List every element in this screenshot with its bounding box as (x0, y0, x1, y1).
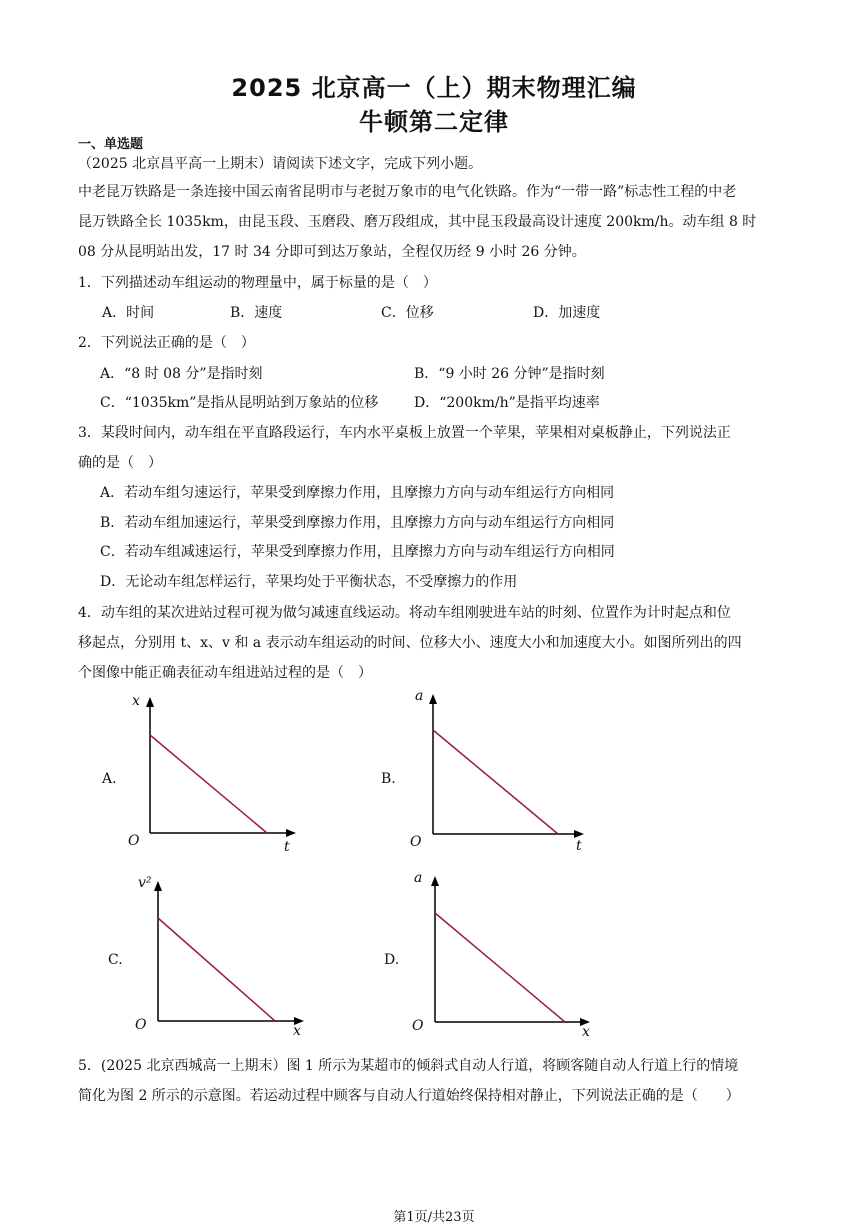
question-1-stem: 1．下列描述动车组运动的物理量中，属于标量的是（ ） (78, 275, 437, 291)
document-subtitle: 牛顿第二定律 (359, 108, 509, 136)
q3-option-c: C．若动车组减速运行，苹果受到摩擦力作用，且摩擦力方向与动车组运行方向相同 (100, 544, 615, 560)
graph-c-plot (133, 875, 313, 1045)
question-3-stem: 3．某段时间内，动车组在平直路段运行，车内水平桌板上放置一个苹果，苹果相对桌板静止，下列说法正 (78, 425, 731, 441)
question-2-stem: 2．下列说法正确的是（ ） (78, 335, 255, 351)
graph-d-x-label: x (582, 1024, 590, 1040)
question-3-stem: 确的是（ ） (78, 455, 162, 471)
q3-option-a: A．若动车组匀速运行，苹果受到摩擦力作用，且摩擦力方向与动车组运行方向相同 (100, 485, 615, 501)
graph-b (408, 688, 593, 863)
graph-a-plot (125, 693, 305, 863)
graph-c-x-label: x (293, 1023, 301, 1039)
graph-b-x-arrow (574, 830, 584, 838)
graph-a-x-label: t (284, 839, 290, 855)
q2-option-a: A．“8 时 08 分”是指时刻 (100, 366, 263, 382)
q3-option-d: D．无论动车组怎样运行，苹果均处于平衡状态，不受摩擦力的作用 (100, 574, 518, 590)
graph-b-plot (408, 688, 593, 863)
graph-a-option-label: A. (102, 771, 117, 787)
graph-a (125, 693, 305, 863)
graph-d-line (435, 913, 565, 1022)
graph-a-line (150, 735, 267, 833)
graph-b-y-arrow (429, 694, 437, 704)
question-5-stem: 简化为图 2 所示的示意图。若运动过程中顾客与自动人行道始终保持相对静止，下列说法正确的是（ ） (78, 1088, 740, 1104)
graph-c (133, 875, 313, 1045)
graph-a-y-label: x (132, 693, 140, 709)
passage-line: 昆万铁路全长 1035km，由昆玉段、玉磨段、磨万段组成，其中昆玉段最高设计速度 200km/h。动车组 8 时 (78, 214, 757, 230)
q1-option-d: D．加速度 (533, 305, 601, 321)
page-footer: 第1页/共23页 (393, 1210, 475, 1225)
graph-d-y-label: a (414, 870, 423, 886)
graph-b-x-label: t (576, 838, 582, 854)
graph-b-origin-label: O (410, 834, 422, 850)
graph-c-origin-label: O (135, 1017, 147, 1033)
question-4-stem: 个图像中能正确表征动车组进站过程的是（ ） (78, 665, 372, 681)
graph-a-x-arrow (286, 829, 296, 837)
graph-d-option-label: D. (384, 952, 400, 968)
graph-c-option-label: C. (108, 952, 123, 968)
graph-d-origin-label: O (412, 1018, 424, 1034)
q2-option-b: B．“9 小时 26 分钟”是指时刻 (414, 366, 605, 382)
graph-c-y-label: v² (138, 875, 152, 891)
q2-option-c: C．“1035km”是指从昆明站到万象站的位移 (100, 395, 379, 411)
graph-b-line (433, 730, 558, 834)
graph-b-option-label: B. (381, 771, 396, 787)
graph-b-y-label: a (415, 688, 424, 704)
question-5-stem: 5．(2025 北京西城高一上期末）图 1 所示为某超市的倾斜式自动人行道，将顾客随自动人行道上行的情境 (78, 1058, 739, 1074)
q2-option-d: D．“200km/h”是指平均速率 (414, 395, 600, 411)
q1-option-b: B．速度 (230, 305, 283, 321)
graph-d (410, 868, 600, 1048)
graph-a-y-arrow (146, 697, 154, 707)
q1-option-a: A．时间 (102, 305, 155, 321)
graph-c-y-arrow (154, 881, 162, 891)
passage-line: 08 分从昆明站出发，17 时 34 分即可到达万象站，全程仅历经 9 小时 26 分钟。 (78, 244, 586, 260)
graph-d-y-arrow (431, 876, 439, 886)
question-4-stem: 4．动车组的某次进站过程可视为做匀减速直线运动。将动车组刚驶进车站的时刻、位置作为计时起点和位 (78, 605, 731, 621)
graph-d-plot (410, 868, 600, 1048)
question-4-stem: 移起点，分别用 t、x、v 和 a 表示动车组运动的时间、位移大小、速度大小和加速度大小。如图所列出的四 (78, 635, 742, 651)
intro-source: （2025 北京昌平高一上期末）请阅读下述文字，完成下列小题。 (78, 156, 483, 172)
section-heading: 一、单选题 (78, 137, 144, 152)
q1-option-c: C．位移 (381, 305, 434, 321)
graph-c-line (158, 918, 275, 1021)
document-title: 2025 北京高一（上）期末物理汇编 (231, 74, 637, 102)
passage-line: 中老昆万铁路是一条连接中国云南省昆明市与老挝万象市的电气化铁路。作为“一带一路”标志性工程的中老 (78, 184, 737, 200)
graph-a-origin-label: O (128, 833, 140, 849)
q3-option-b: B．若动车组加速运行，苹果受到摩擦力作用，且摩擦力方向与动车组运行方向相同 (100, 515, 615, 531)
